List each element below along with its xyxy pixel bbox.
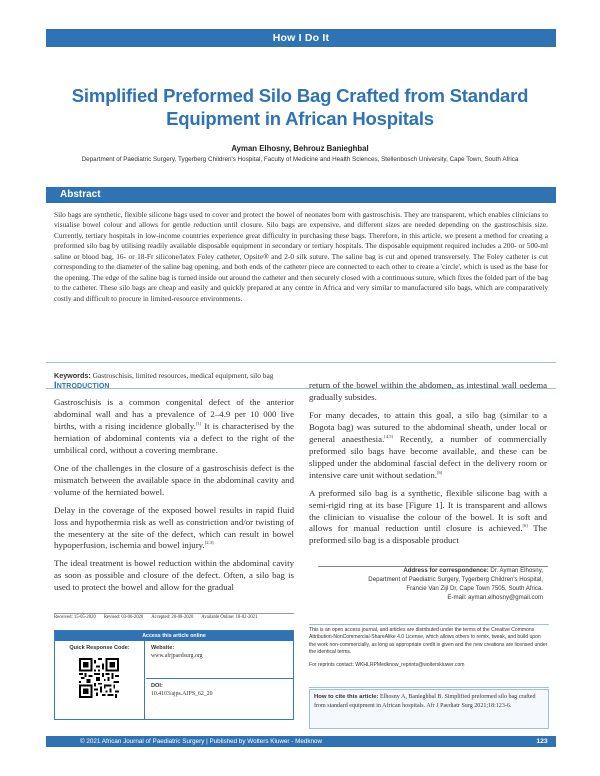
website-link[interactable]: www.afrjpaedsurg.org — [151, 653, 203, 660]
correspondence-block — [300, 567, 543, 603]
license-divider-top — [309, 624, 549, 625]
article-dates — [54, 615, 294, 620]
doi-label: DOI: — [151, 683, 163, 689]
ref-4-5: [4,5] — [384, 433, 394, 439]
ref-6b: [6] — [522, 523, 528, 529]
article-title: Simplified Preformed Silo Bag Crafted from Standard Equipment in African Hospitals — [71, 85, 529, 129]
intro-paragraph-3 — [54, 505, 294, 553]
citation-box — [309, 689, 549, 729]
right-column — [309, 380, 547, 553]
citation-label: How to cite this article: — [314, 694, 379, 700]
intro-paragraph-5: return of the bowel within the abdomen, as intestinal wall oedema gradually subsides. — [309, 380, 547, 402]
citation-text: Elhosny A, Banieghbal B. Simplified preformed silo bag crafted from standard equipment in African hospitals. Afr J Paediatr Surg 2021;18:123-6. — [314, 694, 536, 709]
date-revised: Revised: 03-06-2020 — [103, 615, 144, 620]
keywords — [54, 371, 548, 380]
correspondence-line-2: Francie Van Zijl Dr, Cape Town 7505, South Africa. — [406, 584, 543, 592]
access-box-heading: Access this article online — [55, 631, 293, 641]
correspondence-name: Dr. Ayman Elhosny, — [490, 567, 543, 574]
ref-2-3: [2,3] — [204, 540, 214, 546]
website-cell — [146, 641, 293, 679]
ref-1: [1] — [195, 420, 202, 426]
section-label: How I Do It — [272, 32, 330, 44]
dates-divider — [54, 613, 294, 614]
p3-text-a: Delay in the coverage of the exposed bowel results in rapid fluid loss and hypothermia risk as well as constriction and/or twisting of the mesentery at the site of the defect, which can result in bowel hypoperfusion, ischemia and bowel injury. — [54, 504, 294, 551]
date-available-online: Available Online: 18-02-2021 — [201, 615, 258, 620]
section-banner — [46, 29, 556, 47]
qr-code-icon[interactable] — [79, 658, 119, 698]
qr-label: Quick Response Code: — [69, 645, 130, 651]
intro-paragraph-7 — [309, 488, 547, 548]
license-block — [309, 627, 549, 669]
abstract-divider — [46, 362, 556, 363]
page-number: 123 — [528, 736, 556, 747]
intro-paragraph-2: One of the challenges in the closure of a gastroschisis defect is the mismatch between the available space in the abdominal cavity and volume of the herniated bowel. — [54, 462, 294, 497]
license-divider-bottom — [309, 687, 549, 688]
date-received: Received: 15-05-2020 — [54, 615, 96, 620]
left-column — [54, 397, 294, 600]
doi-link[interactable]: 10.4103/ajps.AJPS_62_20 — [151, 691, 213, 698]
correspondence-label: Address for correspondence: — [403, 567, 489, 574]
p6-text-b: Recently, a number of commercially preformed silo bags have become available, and these can be slipped under the abdominal fascial defect in the delivery room or intensive care unit without sedation. — [309, 433, 547, 480]
correspondence-email: E-mail: ayman.elhosny@gmail.com — [447, 593, 543, 601]
qr-cell — [55, 641, 145, 719]
p7-text-a: A preformed silo bag is a synthetic, flexible silicone bag with a semi-rigid ring at its base [Figure 1]. It is transparent and allows the clinician to visualise the colour of the bowel. It is soft and allows for manual reduction until closure is achieved. — [309, 487, 547, 534]
p1-text-a: Gastroschisis is a common congenital defect of the anterior abdominal wall and has a prevalence of 2–4.9 per 10 000 live births, with a rising incidence globally. — [54, 397, 294, 431]
p6-text-a: For many decades, to attain this goal, a silo bag (similar to a Bogota bag) was sutured to the abdominal sheath, under local or general anaesthesia. — [309, 409, 547, 444]
abstract-text: Silo bags are synthetic, flexible silicone bags used to cover and protect the bowel of neonates born with gastroschisis. They are transparent, which enables clinicians to visualise bowel colour and allows for gentle reduction until closure. Silo bags are expensive, and different sizes are needed depending on the gastroschisis size. Currently, tertiary hospitals in low-income countries experience great difficulty in purchasing these bags. Therefore, in this article, we present a method for creating a preformed silo bag by utilising readily available disposable equipment in secondary or tertiary hospitals. The disposable equipment required includes a 200- or 500-ml saline or blood bag, 16- or 18-Fr silicone/latex Foley catheter, Opsite® and 2-0 silk suture. The saline bag is cut and opened transversely. The Foley catheter is cut corresponding to the diameter of the saline bag opening, and both ends of the catheter piece are connected to each other to create a 'circle', which is used as the base for the opening. The edge of the saline bag is turned inside out around the catheter and then securely closed with a continuous suture, which fixes the folded part of the bag to the catheter. These silo bags are cheap and easily and quickly prepared at any centre in Africa and very similar to manufactured silo bags, which are comparatively costly and difficult to procure in limited-resource environments. — [54, 210, 548, 303]
reprints-contact: For reprints contact: WKHLRPMedknow_reprints@wolterskluwer.com — [309, 662, 465, 669]
article-authors: Ayman Elhosny, Behrouz Banieghbal — [231, 144, 369, 153]
license-text: This is an open access journal, and articles are distributed under the terms of the Creative Commons Attribution-NonCommercial-ShareAlike 4.0 License, which allows others to remix, tweak, and build upon the work non-commercially, as long as appropriate credit is given and the new creations are licensed under the identical terms. — [309, 627, 548, 655]
keywords-list: Gastroschisis, limited resources, medical equipment, silo bag — [92, 371, 274, 380]
intro-heading: Introduction — [54, 380, 110, 391]
access-online-box — [54, 630, 294, 720]
correspondence-line-1: Department of Paediatric Surgery, Tygerberg Children's Hospital, — [368, 575, 543, 583]
abstract-heading: Abstract — [46, 187, 556, 203]
intro-paragraph-1 — [54, 397, 294, 457]
intro-paragraph-6 — [309, 410, 547, 482]
doi-cell — [146, 679, 293, 719]
p7-text-b: The preformed silo bag is a disposable product — [309, 523, 548, 546]
intro-paragraph-4: The ideal treatment is bowel reduction within the abdominal cavity as soon as possible and closure of the defect. Often, a silo bag is used to protect the bowel and allow for the gradual — [54, 558, 294, 593]
keywords-label: Keywords: — [54, 371, 91, 380]
footer-copyright: © 2021 African Journal of Paediatric Surgery | Published by Wolters Kluwer - Medknow — [80, 738, 323, 745]
ref-6: [6] — [436, 469, 443, 475]
website-label: Website: — [151, 645, 175, 651]
p1-text-b: It is characterised by the herniation of abdominal contents via a defect to the right of the umbilical cord, without a covering membrane. — [54, 420, 294, 455]
date-accepted: Accepted: 20-08-2020 — [151, 615, 194, 620]
article-affiliation: Department of Paediatric Surgery, Tygerberg Children's Hospital, Faculty of Medicine and Health Sciences, Stellenbosch University, Cape Town, South Africa — [81, 156, 519, 163]
